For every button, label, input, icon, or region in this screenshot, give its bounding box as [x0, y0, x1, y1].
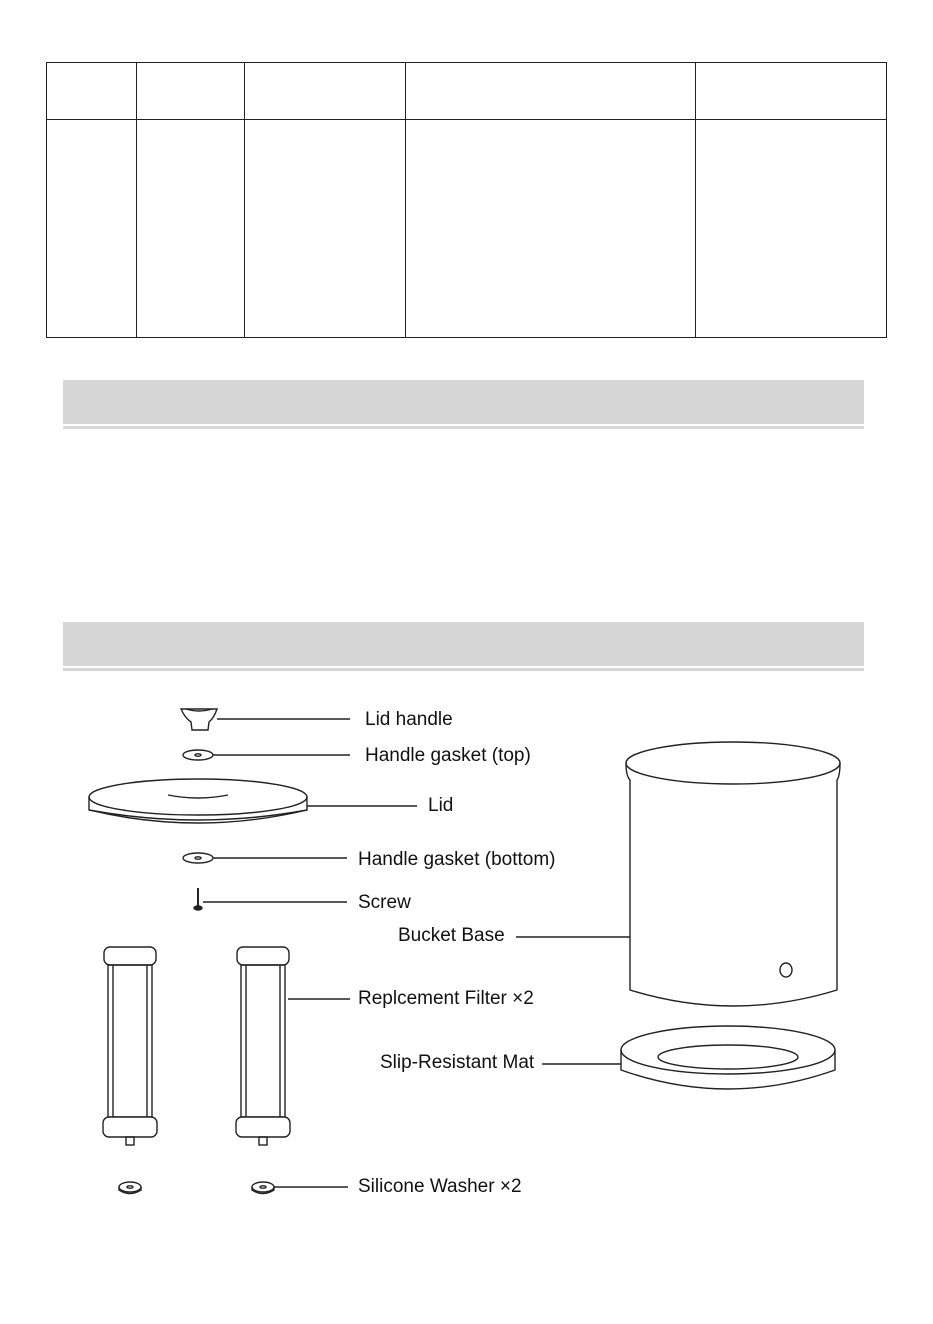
table-cell [47, 120, 137, 338]
parts-diagram [0, 690, 933, 1210]
filter-illustration [236, 947, 290, 1145]
table-header-cell [47, 63, 137, 120]
section-divider [63, 668, 864, 671]
table-header-row [47, 63, 887, 120]
table-header-cell [137, 63, 245, 120]
table-header-cell [406, 63, 696, 120]
table-row [47, 120, 887, 338]
lid-handle-illustration [181, 709, 217, 730]
table-cell [245, 120, 406, 338]
section-header-bar [63, 380, 864, 424]
screw-illustration [194, 888, 202, 910]
filter-illustration [103, 947, 157, 1145]
lid-illustration [89, 779, 307, 823]
lid-handle-label: Lid handle [365, 709, 453, 730]
handle-gasket-top-label: Handle gasket (top) [365, 745, 531, 766]
handle-gasket-bottom-illustration [183, 853, 213, 863]
handle-gasket-top-illustration [183, 750, 213, 760]
section-divider [63, 426, 864, 429]
lid-label: Lid [428, 795, 454, 816]
screw-label: Screw [358, 892, 411, 913]
silicone-washer-illustration [119, 1182, 141, 1194]
section-header-bar [63, 622, 864, 666]
table-header-cell [696, 63, 887, 120]
silicone-washer-illustration [252, 1182, 274, 1194]
table-header-cell [245, 63, 406, 120]
table-cell [406, 120, 696, 338]
replacement-filter-label: Replcement Filter ×2 [358, 988, 534, 1009]
handle-gasket-bottom-label: Handle gasket (bottom) [358, 849, 556, 870]
slip-resistant-mat-label: Slip-Resistant Mat [380, 1052, 535, 1073]
slip-resistant-mat-illustration [621, 1026, 835, 1089]
table-cell [137, 120, 245, 338]
silicone-washer-label: Silicone Washer ×2 [358, 1176, 522, 1197]
bucket-base-label: Bucket Base [398, 925, 505, 946]
bucket-base-illustration [626, 742, 840, 1006]
spec-table [46, 62, 887, 338]
table-cell [696, 120, 887, 338]
